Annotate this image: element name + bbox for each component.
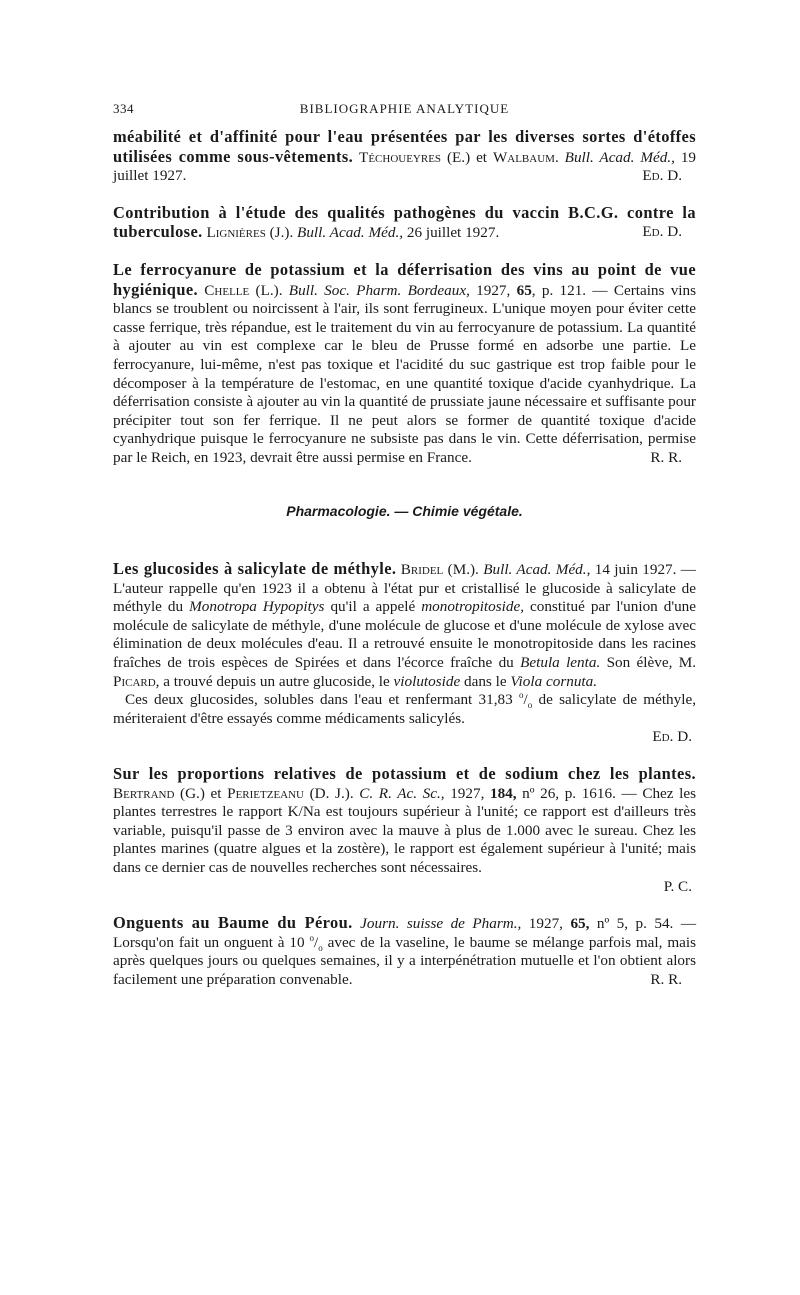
per-sub: o — [318, 942, 323, 953]
entry-source: Bull. Acad. Méd., — [297, 224, 404, 242]
running-head-title: BIBLIOGRAPHIE ANALYTIQUE — [299, 101, 510, 116]
entry-signature: R. R. — [650, 970, 682, 988]
entry-source: Journ. suisse de Pharm., — [360, 915, 522, 933]
per-mille-sup: o — [309, 932, 314, 943]
entry-body: Ces deux glucosides, solubles dans l'eau et renfermant 31,83 — [125, 691, 519, 709]
entry-body: Son élève, M. — [600, 654, 696, 672]
abstract-entry-4 — [113, 560, 696, 747]
entry-title: méabilité et d'affinité pour l'eau présentées par les diverses sortes d'étoffes utilisées comme sous-vêtements. — [113, 127, 696, 166]
abstract-entry-1 — [113, 128, 696, 186]
entry-ref-volume: 65 — [516, 281, 532, 299]
conjunction: et — [204, 784, 228, 802]
abstract-entry-2 — [113, 204, 696, 243]
entry-date: 14 juin 1927. — — [590, 561, 696, 579]
compound-name: violutoside — [393, 672, 461, 690]
conjunction: et — [470, 148, 493, 166]
entry-authors-2: Walbaum. — [492, 148, 559, 166]
page-number: 334 — [113, 101, 134, 116]
entry-body: a trouvé depuis un autre glucoside, le — [159, 672, 394, 690]
entry-ref-page: , p. 121. — — [531, 281, 614, 299]
entry-signature: R. R. — [650, 448, 682, 466]
entry-date: 26 juillet 1927. — [406, 224, 500, 242]
entry-signature: Ed. D. — [642, 167, 682, 185]
entry-title: Contribution à l'étude des qualités pathogènes du vaccin B.C.G. contre la tuberculose. — [113, 202, 696, 242]
entry-body: de salicylate de méthyle, mériteraient d'être essayés comme médicaments salicylés. — [113, 691, 697, 727]
entry-title: Le ferrocyanure de potassium et la déferrisation des vins au point de vue hygiénique. — [113, 259, 696, 299]
species-name: Viola cornuta. — [510, 672, 598, 690]
entry-body: qu'il a appelé — [324, 598, 422, 616]
entry-authors: Lignières (J.). — [206, 224, 294, 242]
entry-title: Les glucosides à salicylate de méthyle. — [113, 559, 397, 579]
entry-authors: Bertrand (G.) — [113, 784, 205, 802]
abstract-entry-6 — [113, 914, 696, 989]
entry-body: avec de la vaseline, le baume se mélange parfois mal, mais après quelques jours ou quelques semaines, il y a interpénétration mutuelle et l'on obtient alors facilement une préparation convenable. — [113, 933, 697, 988]
entry-body: Lorsqu'on fait un onguent à 10 — [113, 933, 310, 951]
per-slash: / — [523, 691, 528, 709]
entry-body: dans le — [460, 672, 511, 690]
per-mille-sup: o — [518, 690, 524, 701]
entry-ref-year: 1927, — [469, 281, 517, 299]
running-head — [113, 100, 696, 122]
compound-name: monotropitoside, — [421, 598, 524, 616]
entry-date: 19 juillet 1927. — [113, 148, 697, 185]
entry-ref-volume: 65, — [570, 915, 590, 933]
species-name: Monotropa Hypopitys — [189, 598, 325, 616]
entry-authors: Bridel (M.). — [400, 561, 479, 579]
entry-signature: Ed. D. — [642, 223, 682, 241]
entry-signature: P. C. — [663, 877, 692, 895]
entry-authors-2: Perietzeanu (D. J.). — [227, 784, 354, 802]
entry-body: constitué par l'union d'une molécule de salicylate de méthyle, d'une molécule de glucose et d'une molécule de xylose avec élimination de deux molécules d'eau. Il a retrouvé ensuite le monotropitoside dans les racines fraîches de trois espèces de Spirées et dans l'écorce fraîche du — [113, 598, 697, 672]
entry-source: Bull. Acad. Méd., — [483, 561, 591, 579]
per-slash: / — [314, 933, 319, 951]
entry-ref-volume: 184, — [489, 784, 517, 802]
entry-body: Chez les plantes terrestres le rapport K/Na est toujours supérieur à l'unité; ce rapport est d'ailleurs très variable, puisqu'il passe de 3 environ avec la mauve à plus de 1.000 avec le sureau. Chez les plantes marines (quatre algues et la zostère), le rapport est également supérieur à l'unité; mais dans ce dernier cas de nouvelles recherches sont nécessaires. — [113, 784, 697, 876]
entry-ref-year: 1927, — [444, 784, 490, 802]
entry-source: C. R. Ac. Sc., — [359, 784, 445, 802]
species-name: Betula lenta. — [520, 654, 601, 672]
entry-ref-page: nº 26, p. 1616. — — [516, 784, 643, 802]
section-heading: Pharmacologie. — Chimie végétale. — [286, 502, 523, 519]
per-sub: o — [527, 700, 533, 711]
entry-source: Bull. Soc. Pharm. Bordeaux, — [288, 281, 470, 299]
document-page — [113, 100, 696, 990]
entry-ref-page: nº 5, p. 54. — — [589, 915, 697, 933]
entry-title: Onguents au Baume du Pérou. — [113, 913, 353, 933]
entry-authors: Chelle (L.). — [204, 281, 283, 299]
person-name: Picard, — [113, 672, 160, 690]
entry-title: Sur les proportions relatives de potassium et de sodium chez les plantes. — [113, 764, 696, 784]
abstract-entry-5 — [113, 765, 696, 896]
entry-signature: Ed. D. — [652, 728, 692, 746]
entry-authors: Téchoueyres (E.) — [359, 148, 471, 166]
entry-ref-year: 1927, — [521, 915, 571, 933]
entry-source: Bull. Acad. Méd., — [564, 148, 675, 166]
abstract-entry-3 — [113, 261, 696, 468]
entry-body: L'auteur rappelle qu'en 1923 il a obtenu à l'état pur et cristallisé le glucoside à salicylate de méthyle du — [113, 579, 696, 616]
entry-body: Certains vins blancs se troublent ou noircissent à l'air, ils sont ferrugineux. L'unique moyen pour éviter cette casse ferrique, très répandue, est le traitement du vin au ferrocyanure de potassium. La quantité à ajouter au vin est complexe car le bleu de Prusse formé en adsorbe une partie. Le ferrocyanure, lui-même, n'est pas toxique et l'acidité du suc gastrique est trop faible pour le décomposer à la température de l'estomac, en une quantité toxique d'acide cyanhydrique. La déferrisation consiste à ajouter au vin la quantité de prussiate jaune nécessaire et suffisante pour précipiter tout son fer ferrique. Il ne peut alors se former de quantité toxique d'acide cyanhydrique puisque le ferrocyanure ne subsiste pas dans le vin. Cette déferrisation, permise par le Reich, en 1923, devrait être aussi permise en France. — [113, 281, 697, 466]
